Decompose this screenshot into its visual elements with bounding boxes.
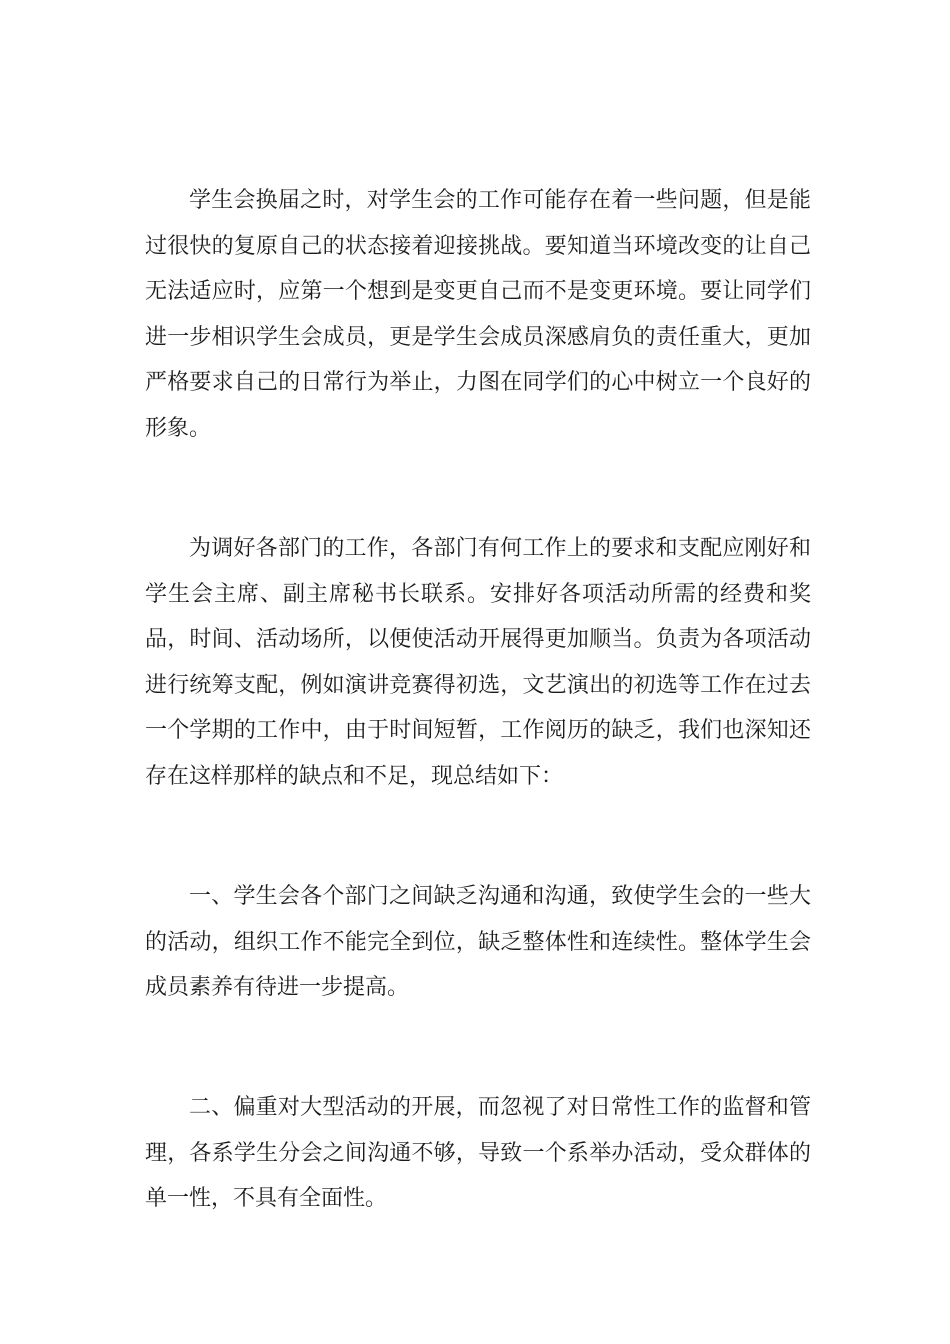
paragraph-1: 学生会换届之时，对学生会的工作可能存在着一些问题，但是能过很快的复原自己的状态接着迎接挑战。要知道当环境改变的让自己无法适应时，应第一个想到是变更自己而不是变更环境。要让同学们进一步相识学生会成员，更是学生会成员深感肩负的责任重大，更加严格要求自己的日常行为举止，力图在同学们的心中树立一个良好的形象。	[145, 188, 811, 441]
paragraph-3: 一、学生会各个部门之间缺乏沟通和沟通，致使学生会的一些大的活动，组织工作不能完全到位，缺乏整体性和连续性。整体学生会成员素养有待进一步提高。	[145, 884, 811, 1000]
paragraph-4: 二、偏重对大型活动的开展，而忽视了对日常性工作的监督和管理，各系学生分会之间沟通不够，导致一个系举办活动，受众群体的单一性，不具有全面性。	[145, 1095, 811, 1211]
paragraph-2: 为调好各部门的工作，各部门有何工作上的要求和支配应刚好和学生会主席、副主席秘书长联系。安排好各项活动所需的经费和奖品，时间、活动场所，以便使活动开展得更加顺当。负责为各项活动进行统筹支配，例如演讲竞赛得初选，文艺演出的初选等工作在过去一个学期的工作中，由于时间短暂，工作阅历的缺乏，我们也深知还存在这样那样的缺点和不足，现总结如下：	[145, 536, 811, 789]
